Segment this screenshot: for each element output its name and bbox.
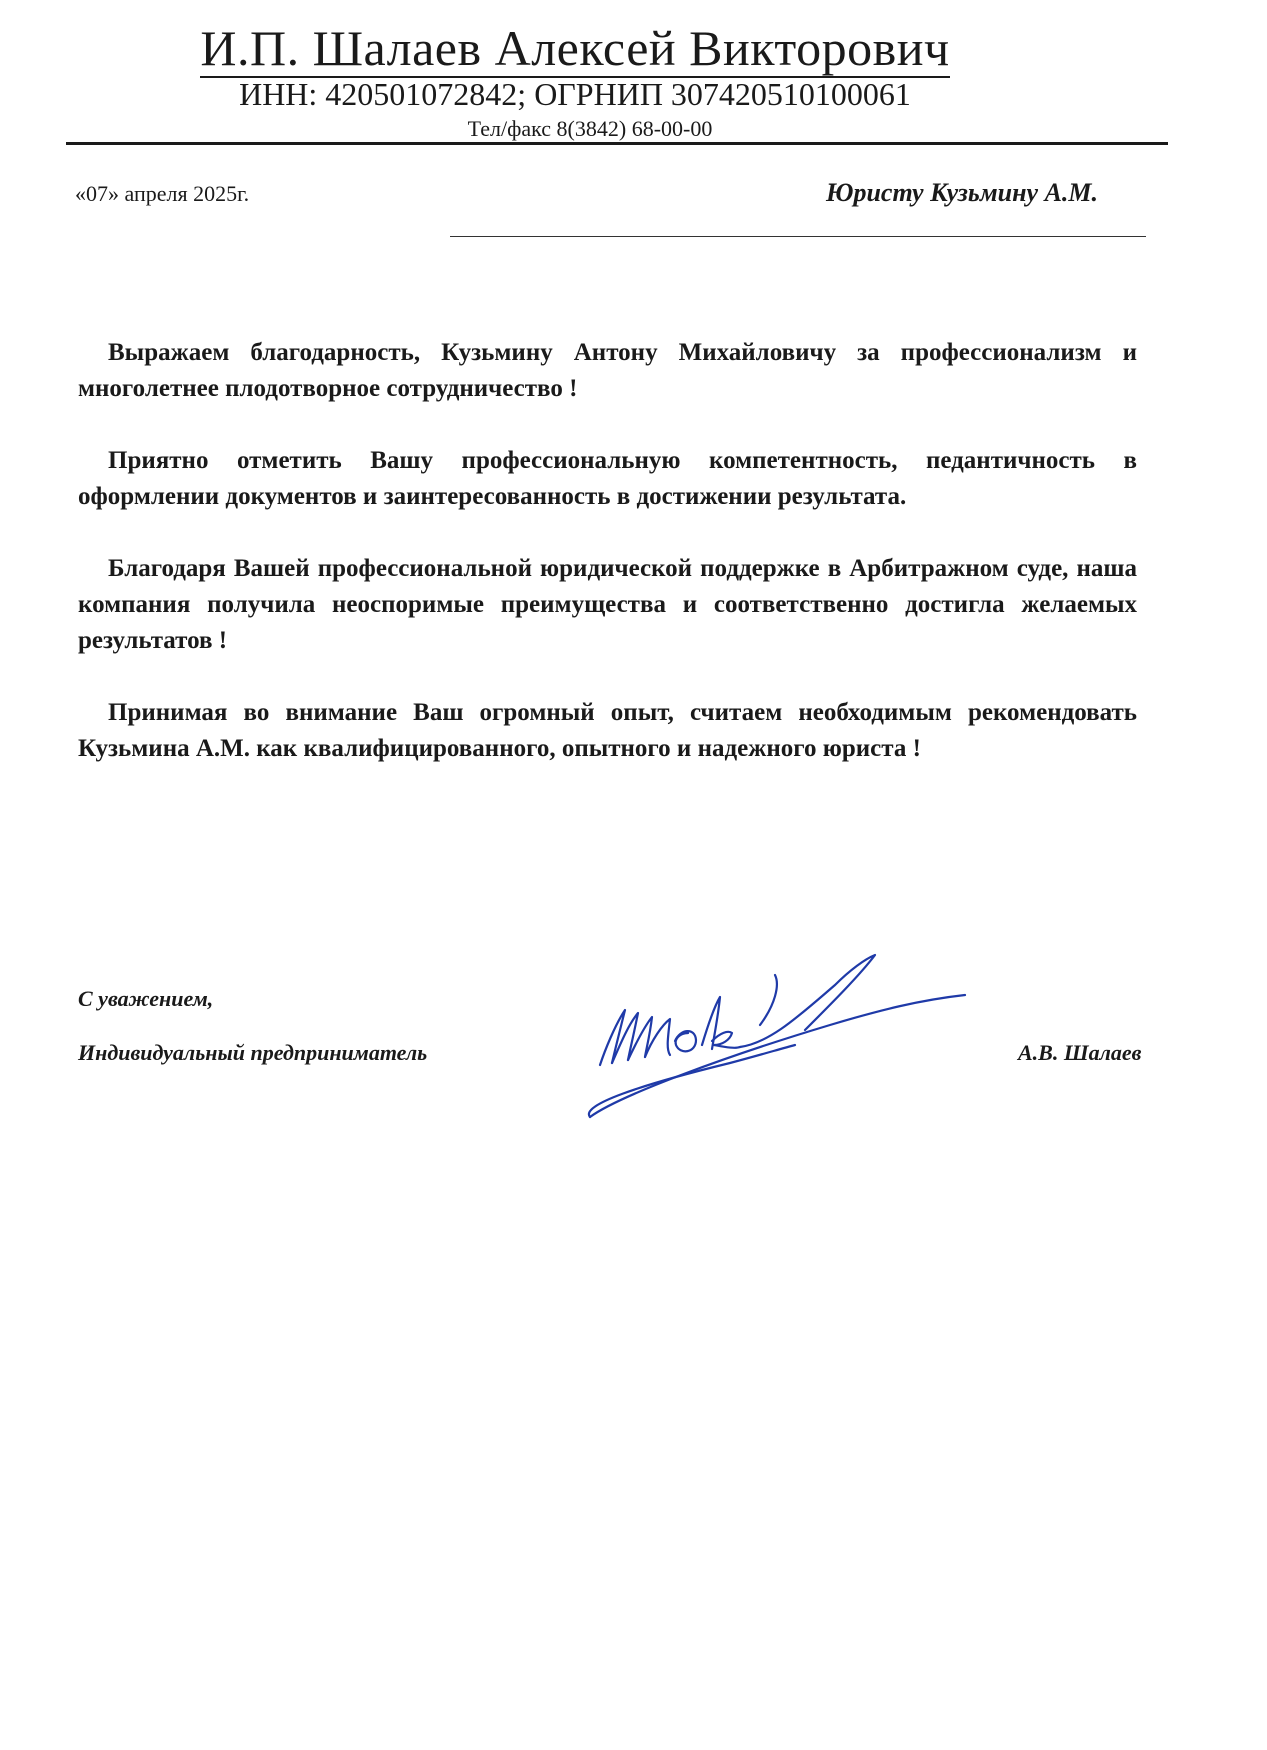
signer-position: Индивидуальный предприниматель [78, 1040, 428, 1065]
letter-body [78, 335, 1137, 803]
letterhead-phone: Тел/факс 8(3842) 68-00-00 [467, 116, 713, 141]
letterhead-ids: ИНН: 420501072842; ОГРНИП 307420510100061 [239, 76, 911, 112]
paragraph-1: Выражаем благодарность, Кузьмину Антону Михайловичу за профессионализм и многолетнее плодотворное сотрудничество ! [78, 339, 1137, 402]
letterhead-divider [66, 142, 1168, 145]
paragraph-2: Приятно отметить Вашу профессиональную компетентность, педантичность в оформлении документов и заинтересованность в достижении результата. [78, 447, 1137, 510]
letterhead-name [0, 18, 1150, 78]
letter-date: «07» апреля 2025г. [75, 181, 250, 206]
letterhead-name-text: И.П. Шалаев Алексей Викторович [200, 20, 950, 76]
recipient-underline [450, 236, 1146, 237]
handwritten-signature [580, 945, 970, 1125]
paragraph-3: Благодаря Вашей профессиональной юридической поддержке в Арбитражном суде, наша компания получила неоспоримые преимущества и соответственно достигла желаемых результатов ! [78, 555, 1137, 654]
recipient: Юристу Кузьмину А.М. [826, 178, 1099, 207]
paragraph-4: Принимая во внимание Ваш огромный опыт, считаем необходимым рекомендовать Кузьмина А.М. как квалифицированного, опытного и надежного юриста ! [78, 699, 1137, 762]
signer-name: А.В. Шалаев [1018, 1040, 1142, 1065]
closing-phrase: С уважением, [78, 986, 214, 1011]
